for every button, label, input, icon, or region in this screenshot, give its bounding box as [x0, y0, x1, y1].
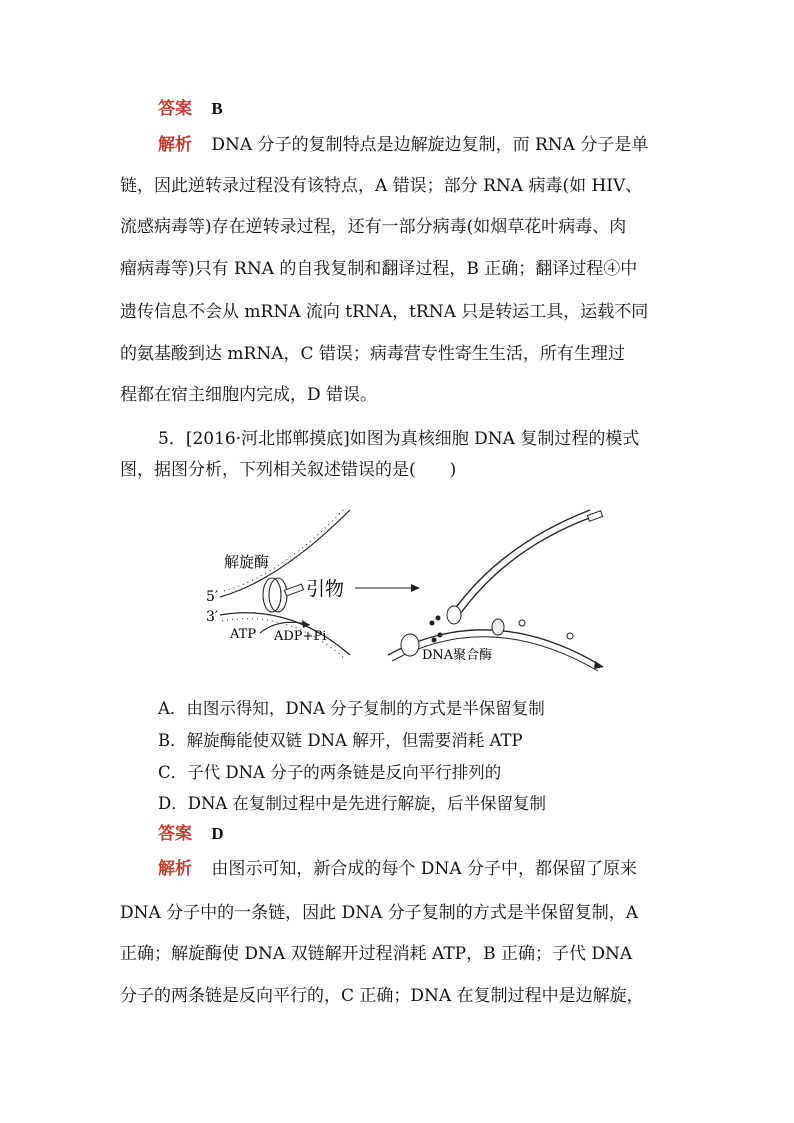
answer-label: 答案	[158, 824, 192, 844]
helicase-label: 解旋酶	[224, 553, 270, 571]
analysis-1-line-4: 瘤病毒等)只有 RNA 的自我复制和翻译过程，B 正确；翻译过程④中	[120, 259, 638, 279]
answer-value: D	[211, 824, 224, 843]
option-d: D．DNA 在复制过程中是先进行解旋，后半保留复制	[158, 794, 547, 813]
polymerase-label: DNA聚合酶	[422, 648, 493, 663]
answer-1	[158, 98, 223, 120]
analysis-2-line-4: 分子的两条链是反向平行的，C 正确；DNA 在复制过程中是边解旋，	[120, 986, 644, 1006]
analysis-1-line-6: 的氨基酸到达 mRNA，C 错误；病毒营专性寄生生活，所有生理过	[120, 344, 625, 364]
primer-label: 引物	[306, 578, 345, 600]
analysis-1-line-1	[158, 134, 648, 156]
analysis-text: 由图示可知，新合成的每个 DNA 分子中，都保留了原来	[211, 859, 637, 879]
five-prime-label: 5′	[206, 589, 219, 605]
analysis-label: 解析	[158, 135, 192, 155]
dna-replication-figure	[200, 505, 610, 675]
three-prime-label: 3′	[206, 609, 219, 625]
analysis-1-line-7: 程都在宿主细胞内完成，D 错误。	[120, 385, 378, 405]
analysis-label: 解析	[158, 859, 192, 879]
analysis-2-line-1	[158, 858, 637, 880]
option-c: C．子代 DNA 分子的两条链是反向平行排列的	[158, 763, 502, 782]
analysis-text: DNA 分子的复制特点是边解旋边复制，而 RNA 分子是单	[211, 135, 649, 155]
atp-label: ATP	[230, 627, 257, 642]
analysis-1-line-2: 链，因此逆转录过程没有该特点，A 错误；部分 RNA 病毒(如 HIV、	[120, 176, 643, 196]
option-a: A．由图示得知，DNA 分子复制的方式是半保留复制	[158, 699, 545, 718]
option-b: B．解旋酶能使双链 DNA 解开，但需要消耗 ATP	[158, 731, 523, 750]
answer-value: B	[211, 99, 223, 118]
analysis-1-line-5: 遗传信息不会从 mRNA 流向 tRNA，tRNA 只是转运工具，运载不同	[120, 302, 649, 322]
question-line-2: 图，据图分析，下列相关叙述错误的是( )	[120, 460, 457, 480]
analysis-1-line-3: 流感病毒等)存在逆转录过程，还有一部分病毒(如烟草花叶病毒、肉	[120, 217, 627, 237]
question-line-1: 5．[2016·河北邯郸摸底]如图为真核细胞 DNA 复制过程的模式	[158, 429, 640, 449]
adp-label: ADP+Pi	[274, 629, 327, 644]
analysis-2-line-2: DNA 分子中的一条链，因此 DNA 分子复制的方式是半保留复制，A	[120, 903, 639, 923]
answer-2	[158, 823, 224, 845]
analysis-2-line-3: 正确；解旋酶使 DNA 双链解开过程消耗 ATP，B 正确；子代 DNA	[120, 944, 633, 964]
answer-label: 答案	[158, 99, 192, 119]
